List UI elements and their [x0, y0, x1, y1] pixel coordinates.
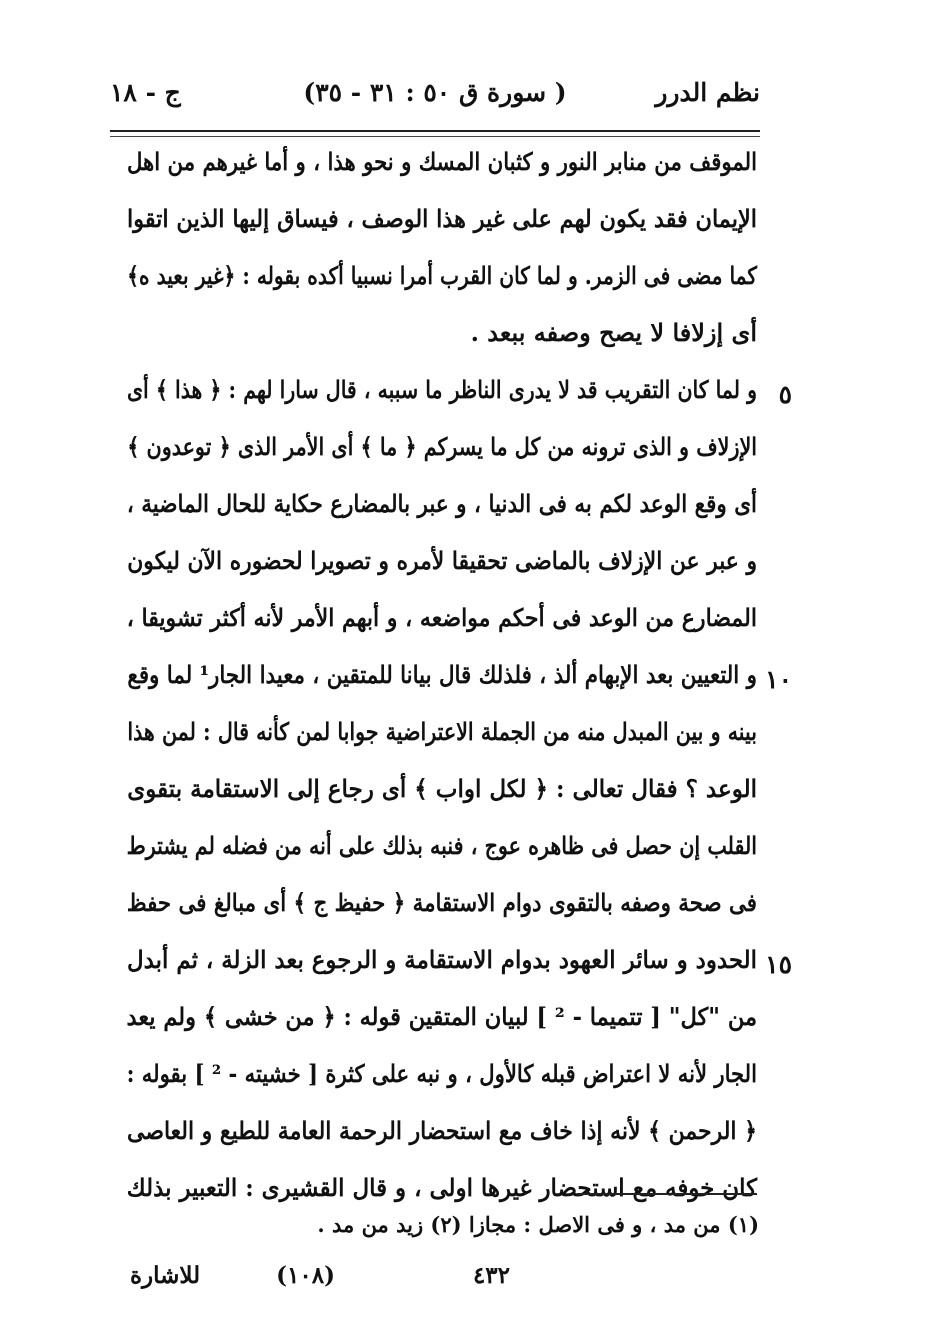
footnote: (١) من مد ، و فى الاصل : مجازا (٢) زيد من مد . — [317, 1212, 759, 1237]
text-line: الوعد ؟ فقال تعالى : ﴿ لكل اواب ﴾ أى رجاع إلى الاستقامة بتقوى — [127, 774, 758, 803]
running-header — [110, 78, 760, 126]
text-line: الموقف من منابر النور و كثبان المسك و نحو هذا ، و أما غيرهم من اهل — [126, 147, 757, 176]
page-footer — [130, 1262, 510, 1302]
text-line: فى صحة وصفه بالتقوى دوام الاستقامة ﴿ حفيظ ج ﴾ أى مبالغ فى حفظ — [126, 888, 757, 917]
catchword: للاشارة — [130, 1262, 201, 1289]
text-line: بينه و بين المبدل منه من الجملة الاعتراضية جوابا لمن كأنه قال : لمن هذا — [127, 717, 757, 746]
text-line: ﴿ الرحمن ﴾ لأنه إذا خاف مع استحضار الرحمة العامة للطيع و العاصى — [127, 1116, 758, 1145]
text-line: أى إزلافا لا يصح وصفه ببعد . — [470, 318, 757, 347]
text-line: الحدود و سائر العهود بدوام الاستقامة و الرجوع بعد الزلة ، ثم أبدل — [127, 945, 757, 974]
page-number: ٤٣٢ — [472, 1262, 510, 1289]
text-line: الإزلاف و الذى ترونه من كل ما يسركم ﴿ ما ﴾ أى الأمر الذى ﴿ توعدون ﴾ — [127, 432, 758, 461]
volume-number: ج - ١٨ — [110, 78, 181, 107]
line-number: ٥ — [778, 380, 792, 409]
text-line: كان خوفه مع استحضار غيرها اولى ، و قال القشيرى : التعبير بذلك — [126, 1173, 758, 1202]
line-number: ١٠ — [765, 665, 792, 694]
header-rule-thin — [110, 136, 760, 137]
signature-mark: (١٠٨) — [276, 1262, 335, 1289]
text-line: من "كل" [ تتميما - ² ] لبيان المتقين قوله : ﴿ من خشى ﴾ ولم يعد — [126, 1002, 757, 1031]
text-line: المضارع من الوعد فى أحكم مواضعه ، و أبهم الأمر لأنه أكثر تشويقا ، — [126, 603, 757, 632]
text-line: و عبر عن الإزلاف بالماضى تحقيقا لأمره و تصويرا لحضوره الآن ليكون — [127, 546, 757, 575]
surah-reference: ( سورة ق ٥٠ : ٣١ - ٣٥) — [303, 78, 567, 107]
line-number: ١٥ — [765, 950, 792, 979]
text-line: أى وقع الوعد لكم به فى الدنيا ، و عبر بالمضارع حكاية للحال الماضية ، — [126, 489, 758, 518]
book-title: نظم الدرر — [655, 78, 760, 107]
text-line: و لما كان التقريب قد لا يدرى الناظر ما سببه ، قال سارا لهم : ﴿ هذا ﴾ أى — [127, 375, 757, 404]
text-line: الجار لأنه لا اعتراض قبله كالأول ، و نبه على كثرة [ خشيته - ² ] بقوله : — [126, 1059, 758, 1088]
text-line: و التعيين بعد الإبهام ألذ ، فلذلك قال بيانا للمتقين ، معيدا الجار¹ لما وقع — [127, 660, 758, 689]
text-line: كما مضى فى الزمر. و لما كان القرب أمرا نسبيا أكده بقوله : ﴿غير بعيد ه﴾ — [127, 261, 758, 290]
header-rule — [110, 130, 760, 132]
footnote-rule — [577, 1193, 757, 1195]
text-line: القلب إن حصل فى ظاهره عوج ، فنبه بذلك على أنه من فضله لم يشترط — [126, 831, 758, 860]
text-line: الإيمان فقد يكون لهم على غير هذا الوصف ، فيساق إليها الذين اتقوا — [127, 204, 757, 233]
